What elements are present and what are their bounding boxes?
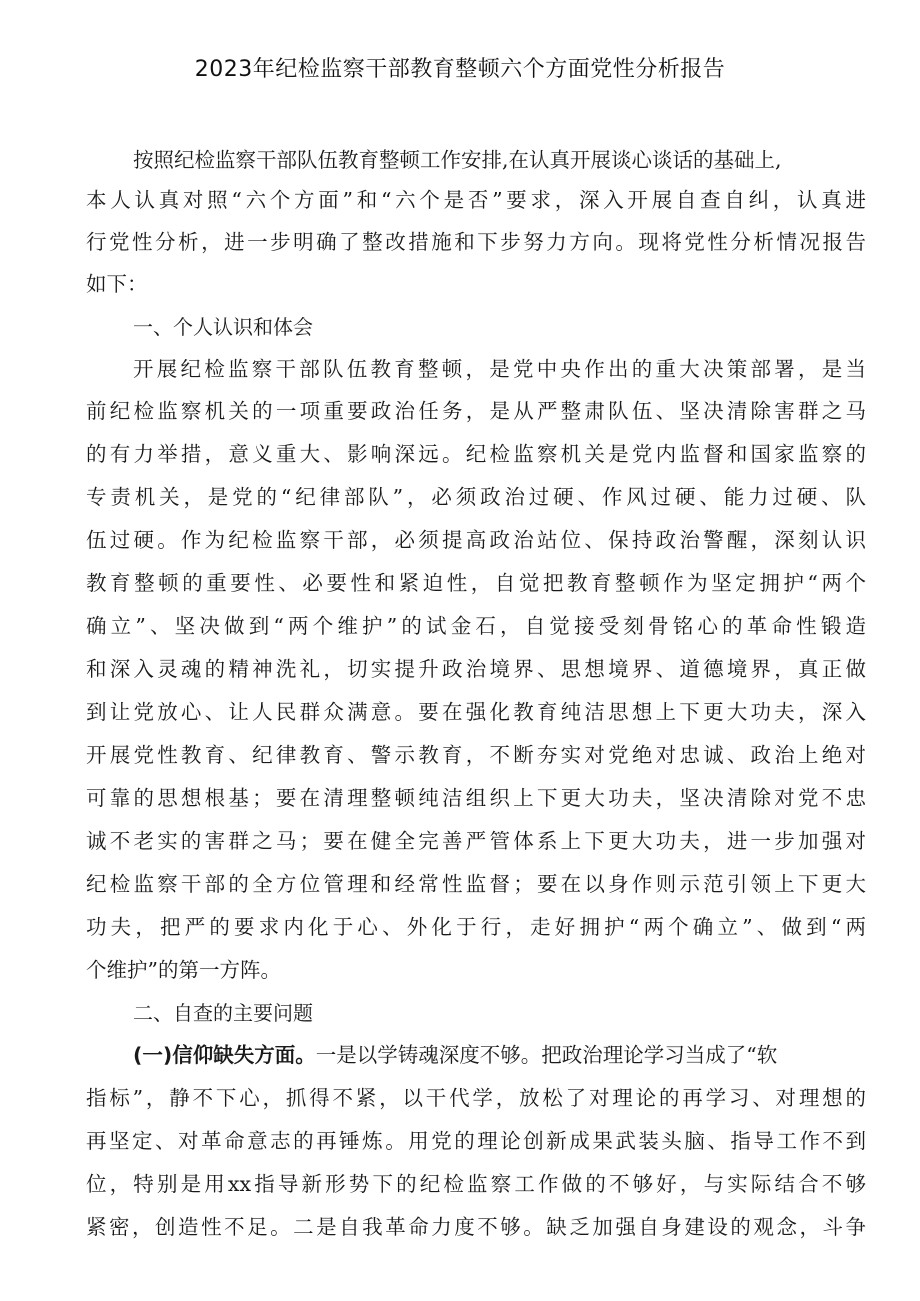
document-title: 2023年纪检监察干部教育整顿六个方面党性分析报告 [194,57,726,82]
paragraph-line: 位，特别是用xx指导新形势下的纪检监察工作做的不够好，与实际结合不够 [86,1172,866,1196]
paragraph-line: 到让党放心、让人民群众满意。要在强化教育纯洁思想上下更大功夫，深入 [86,700,866,724]
paragraph-line [133,1041,866,1069]
paragraph-line: 可靠的思想根基；要在清理整顿纯洁组织上下更大功夫，坚决清除对党不忠 [86,786,866,810]
section-heading: 二、自查的主要问题 [133,1001,313,1025]
paragraph-line: 指标”，静不下心，抓得不紧，以干代学，放松了对理论的再学习、对理想的 [86,1086,866,1110]
paragraph-line: 教育整顿的重要性、必要性和紧迫性，自觉把教育整顿作为坚定拥护“两个 [86,571,866,595]
paragraph-line: 伍过硬。作为纪检监察干部，必须提高政治站位、保持政治警醒，深刻认识 [86,528,866,552]
paragraph-line: 个维护”的第一方阵。 [86,958,281,982]
paragraph-line: 和深入灵魂的精神洗礼，切实提升政治境界、思想境界、道德境界，真正做 [86,657,866,681]
paragraph-line: 专责机关，是党的“纪律部队”，必须政治过硬、作风过硬、能力过硬、队 [86,485,866,509]
paragraph-line: 功夫，把严的要求内化于心、外化于行，走好拥护“两个确立”、做到“两 [86,915,866,939]
intro-line: 行党性分析，进一步明确了整改措施和下步努力方向。现将党性分析情况报告 [86,230,866,254]
paragraph-line: 诚不老实的害群之马；要在健全完善严管体系上下更大功夫，进一步加强对 [86,829,866,853]
subsection-lead: (一)信仰缺失方面。 [133,1043,316,1067]
paragraph-line: 确立”、坚决做到“两个维护”的试金石，自觉接受刻骨铭心的革命性锻造 [86,614,866,638]
intro-line: 如下： [86,272,148,296]
paragraph-line: 再坚定、对革命意志的再锤炼。用党的理论创新成果武装头脑、指导工作不到 [86,1129,866,1153]
paragraph-line: 的有力举措，意义重大、影响深远。纪检监察机关是党内监督和国家监察的 [86,442,866,466]
paragraph-line: 开展纪检监察干部队伍教育整顿，是党中央作出的重大决策部署，是当 [133,357,866,381]
paragraph-line: 开展党性教育、纪律教育、警示教育，不断夯实对党绝对忠诚、政治上绝对 [86,743,866,767]
section-heading: 一、个人认识和体会 [133,315,313,339]
intro-line: 按照纪检监察干部队伍教育整顿工作安排,在认真开展谈心谈话的基础上, [133,148,782,172]
paragraph-line: 前纪检监察机关的一项重要政治任务，是从严整肃队伍、坚决清除害群之马 [86,399,866,423]
paragraph-line: 纪检监察干部的全方位管理和经常性监督；要在以身作则示范引领上下更大 [86,872,866,896]
paragraph-line: 紧密，创造性不足。二是自我革命力度不够。缺乏加强自身建设的观念，斗争 [86,1215,866,1239]
intro-line: 本人认真对照“六个方面”和“六个是否”要求，深入开展自查自纠，认真进 [86,188,866,212]
subsection-text: 一是以学铸魂深度不够。把政治理论学习当成了“软 [315,1043,778,1067]
